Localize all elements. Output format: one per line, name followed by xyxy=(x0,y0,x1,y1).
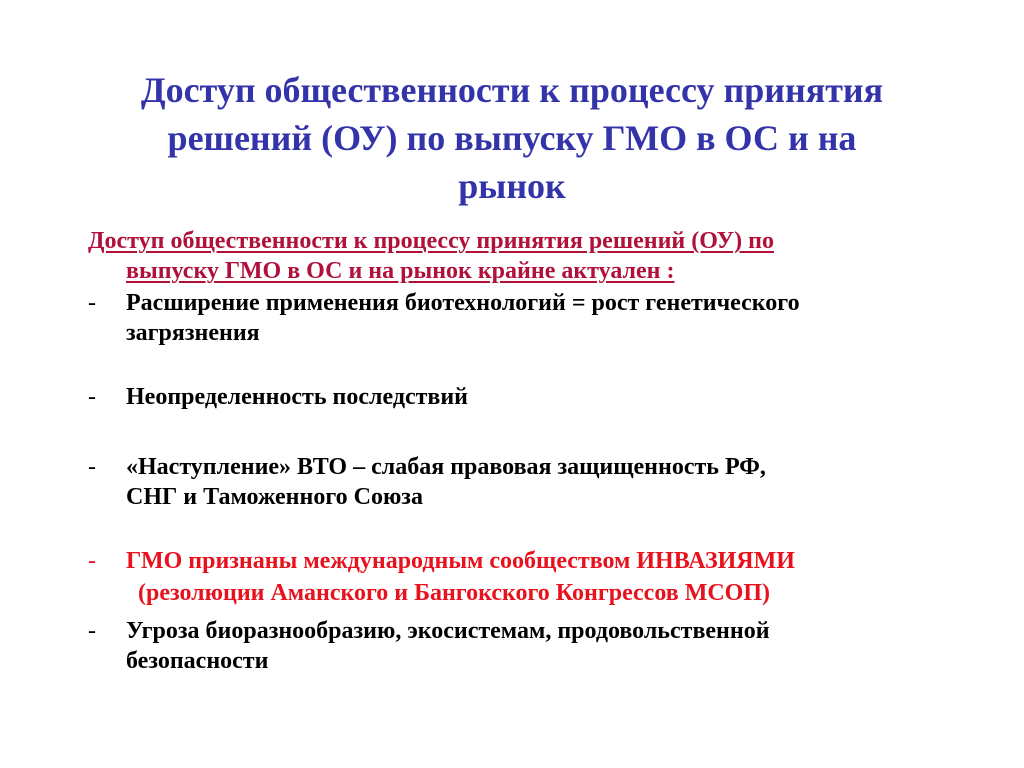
bullet-text xyxy=(126,616,948,676)
intro-heading xyxy=(88,226,928,286)
bullet-text xyxy=(126,382,948,412)
bullet-dash: - xyxy=(88,290,96,316)
slide-title-line-3: рынок xyxy=(458,166,566,206)
bullet-line-1: Неопределенность последствий xyxy=(126,384,469,410)
bullet-gmo-invasions-note: (резолюции Аманского и Бангокского Конгрессов МСОП) xyxy=(138,580,771,606)
intro-line-1: Доступ общественности к процессу принятия решений (ОУ) по xyxy=(88,228,774,254)
bullet-dash: - xyxy=(88,384,96,410)
slide-title-line-1: Доступ общественности к процессу принятия xyxy=(140,70,884,110)
bullet-line-2: загрязнения xyxy=(126,320,260,346)
bullet-line-2: безопасности xyxy=(126,648,269,674)
bullet-dash: - xyxy=(88,454,96,480)
bullet-line-1: Расширение применения биотехнологий = рост генетического xyxy=(126,290,800,316)
bullet-line-1: «Наступление» ВТО – слабая правовая защищенность РФ, xyxy=(126,454,766,480)
bullet-text xyxy=(126,288,948,348)
bullet-dash: - xyxy=(88,618,96,644)
bullet-gmo-invasions xyxy=(88,546,948,576)
bullet-line-1: Угроза биоразнообразию, экосистемам, продовольственной xyxy=(126,618,770,644)
bullet-wto xyxy=(88,452,948,512)
bullet-line-2: СНГ и Таможенного Союза xyxy=(126,484,423,510)
slide-title xyxy=(60,66,964,210)
bullet-dash: - xyxy=(88,548,96,574)
bullet-line-1: ГМО признаны международным сообществом ИНВАЗИЯМИ xyxy=(126,548,795,574)
intro-line-2: выпуску ГМО в ОС и на рынок крайне актуален : xyxy=(126,258,675,284)
bullet-text xyxy=(126,546,948,576)
slide-title-line-2: решений (ОУ) по выпуску ГМО в ОС и на xyxy=(167,118,857,158)
bullet-biotech-expansion xyxy=(88,288,948,348)
bullet-uncertainty xyxy=(88,382,948,412)
bullet-biodiversity-threat xyxy=(88,616,948,676)
bullet-text xyxy=(126,452,948,512)
